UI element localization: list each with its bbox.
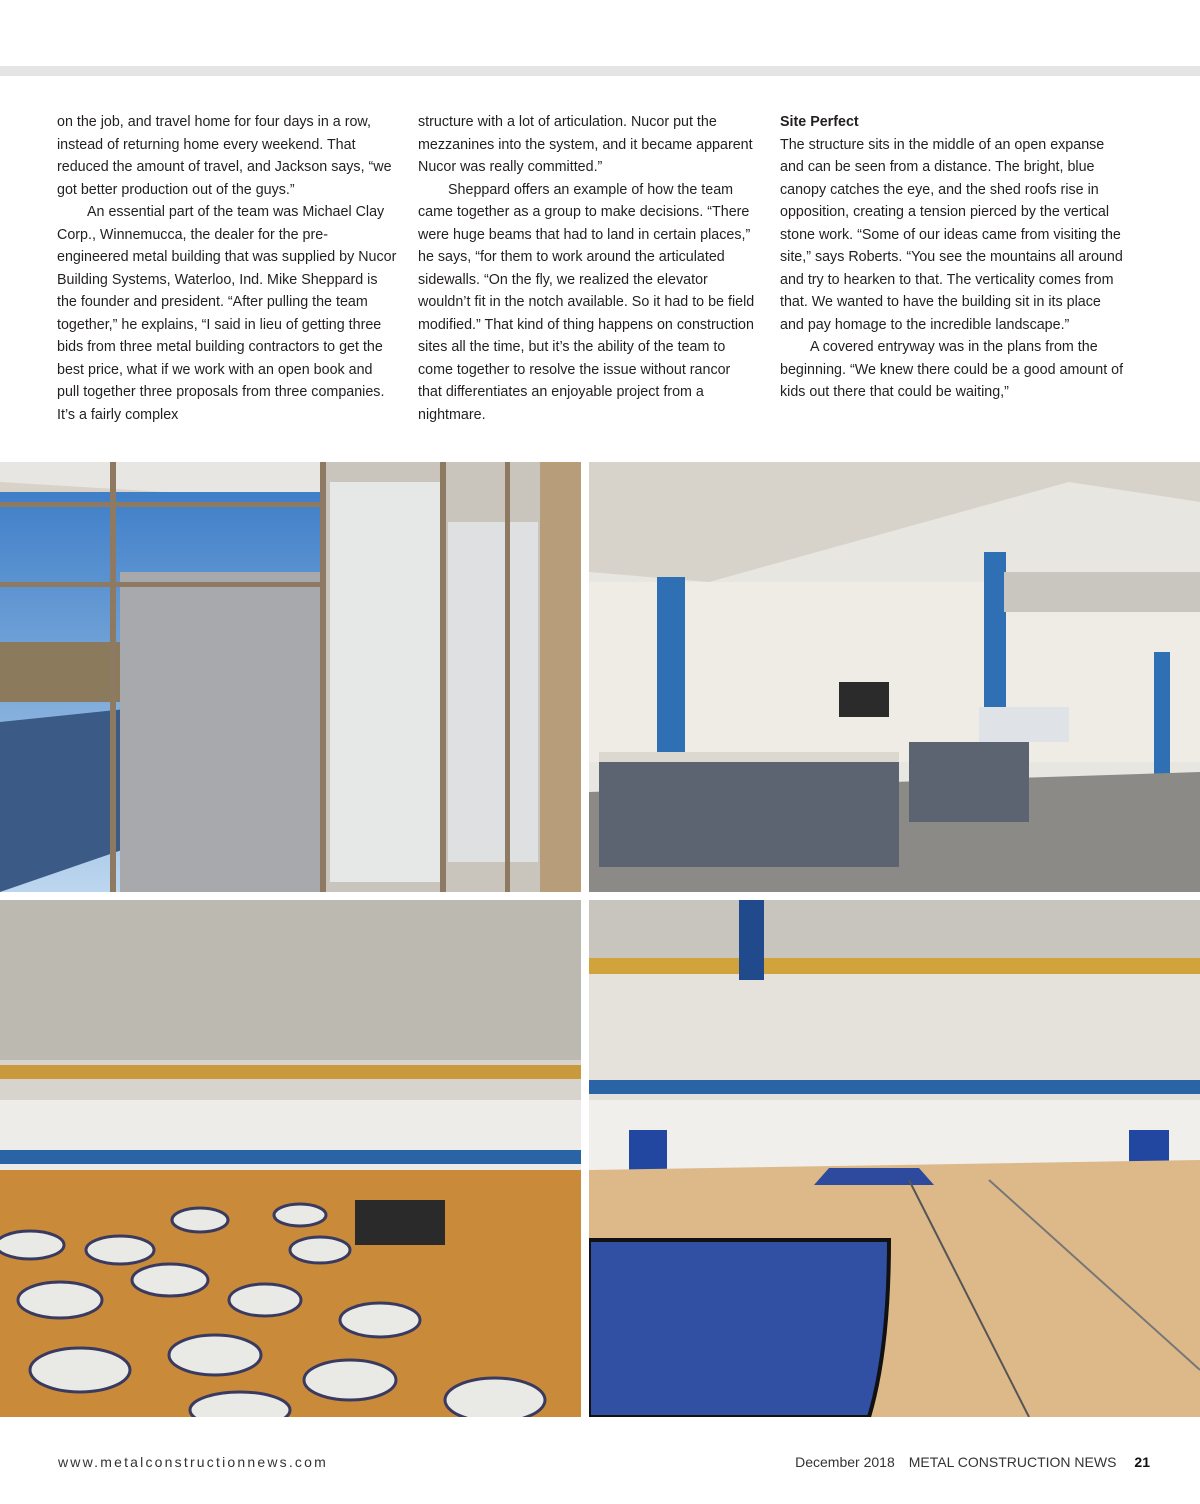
- publication-name: METAL CONSTRUCTION NEWS: [908, 1454, 1117, 1470]
- issue-date: December 2018: [795, 1454, 895, 1470]
- paragraph: structure with a lot of articulation. Nucor put the mezzanines into the system, and it became apparent Nucor was really committed.”: [418, 114, 753, 175]
- paragraph: An essential part of the team was Michael Clay Corp., Winnemucca, the dealer for the pre-engineered metal building that was supplied by Nucor Building Systems, Waterloo, Ind. Mike Sheppard is the founder and president. “After pulling the team together,” he explains, “I said in lieu of getting three bids from three metal building contractors to get the best price, what if we work with an open book and pull together three proposals from three companies. It’s a fairly complex: [57, 204, 397, 423]
- paragraph: The structure sits in the middle of an open expanse and can be seen from a distance. The bright, blue canopy catches the eye, and the shed roofs rise in opposition, creating a tension pierced by the vertical stone work. “Some of our ideas came from visiting the site,” says Roberts. “You see the mountains all around and try to hearken to that. The verticality comes from that. We wanted to have the building sit in its place and pay homage to the incredible landscape.”: [780, 136, 1123, 333]
- footer-url: www.metalconstructionnews.com: [58, 1454, 328, 1470]
- photo-basketball-court: [589, 900, 1200, 1417]
- article-column-2: [418, 111, 758, 426]
- paragraph: Sheppard offers an example of how the team came together as a group to make decisions. “There were huge beams that had to land in certain places,” he says, “for them to work around the articulated sidewalls. “On the fly, we realized the elevator wouldn’t fit in the notch available. So it had to be field modified.” That kind of thing happens on construction sites all the time, but it’s the ability of the team to come together to resolve the issue without rancor that differentiates an enjoyable project from a nightmare.: [418, 181, 755, 423]
- header-band: [0, 66, 1200, 76]
- photo-gym-tables: [0, 900, 581, 1417]
- paragraph: A covered entryway was in the plans from the beginning. “We knew there could be a good amount of kids out there that could be waiting,”: [780, 339, 1124, 400]
- paragraph: on the job, and travel home for four days in a row, instead of returning home every weekend. That reduced the amount of travel, and Jackson says, “we got better production out of the guys.”: [57, 114, 392, 198]
- article-column-1: [57, 111, 397, 426]
- footer-publication: [795, 1453, 1150, 1471]
- section-heading: Site Perfect: [780, 114, 859, 130]
- photo-lobby: [589, 462, 1200, 892]
- page-number: 21: [1134, 1454, 1150, 1470]
- photo-window-view: [0, 462, 581, 892]
- article-column-3: [780, 111, 1125, 404]
